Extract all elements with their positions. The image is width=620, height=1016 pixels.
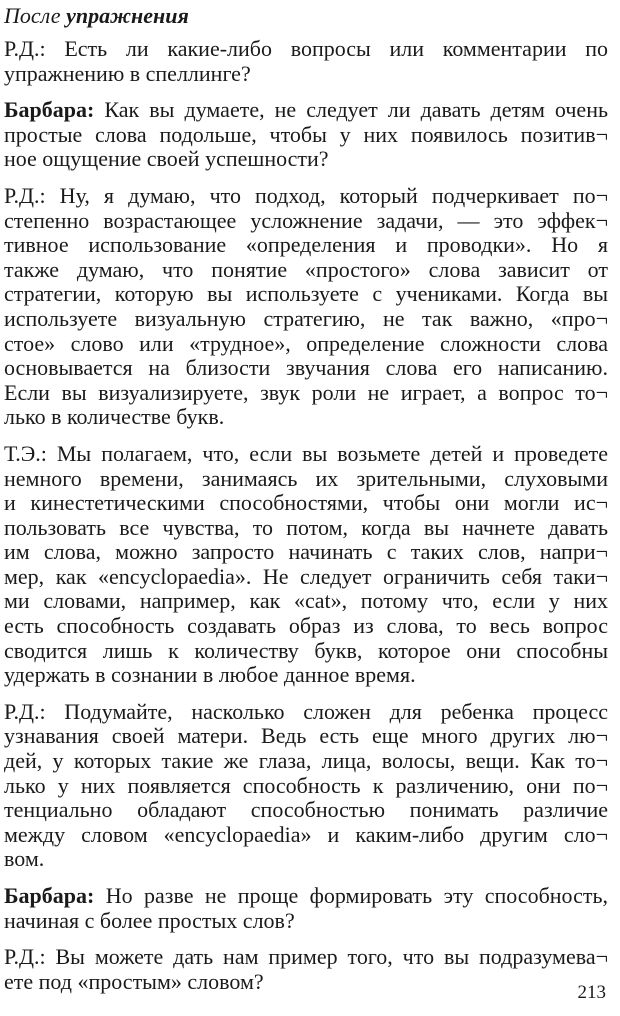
text-line: им слова, можно запросто начинать с таких слов, напри¬ xyxy=(4,539,608,565)
header-prefix: После xyxy=(4,3,61,28)
text-line: степенно возрастающее усложнение задачи, — это эффек¬ xyxy=(4,207,608,233)
text-line xyxy=(4,884,608,909)
line-text: Как вы думаете, не следует ли давать детям очень xyxy=(94,97,608,123)
text-line: используете визуальную стратегию, не так важно, «про¬ xyxy=(4,305,608,331)
page xyxy=(4,0,608,1006)
text-line: тивное использование «определения и проводки». Но я xyxy=(4,232,608,258)
text-line: Р.Д.: Ну, я думаю, что подход, который подчеркивает по¬ xyxy=(4,182,608,208)
text-line: есть способность создавать образ из слова, то весь вопрос xyxy=(4,613,608,639)
paragraph xyxy=(4,37,608,86)
text-line: начиная с более простых слов? xyxy=(4,907,295,933)
text-line: вом. xyxy=(4,846,45,872)
text-line: немного времени, занимаясь их зрительными, слуховыми xyxy=(4,465,608,491)
text-line: и кинестетическими способностями, чтобы они могли ис¬ xyxy=(4,490,608,516)
text-line: также думаю, что понятие «простого» слова зависит от xyxy=(4,256,608,282)
text-line: лько в количестве букв. xyxy=(4,404,225,430)
running-header xyxy=(4,3,608,29)
text-line: дей, у которых такие же глаза, лица, волосы, вещи. Как то¬ xyxy=(4,748,608,774)
text-line: ное ощущение своей успешности? xyxy=(4,146,329,172)
line-text: Но разве не проще формировать эту способность, xyxy=(94,883,608,908)
text-line: ете под «простым» словом? xyxy=(4,968,264,994)
header-title: упражнения xyxy=(66,3,189,28)
speaker-name: Барбара: xyxy=(4,97,95,123)
text-line: Т.Э.: Мы полагаем, что, если вы возьмете детей и проведете xyxy=(4,440,608,466)
text-line: упражнению в спеллинге? xyxy=(4,60,251,86)
text-line: пользовать все чувства, то потом, когда вы начнете давать xyxy=(4,514,608,540)
paragraph xyxy=(4,884,608,933)
paragraph xyxy=(4,945,608,994)
speaker-name: Барбара: xyxy=(4,883,95,908)
text-line: стратегии, которую вы используете с учениками. Когда вы xyxy=(4,281,608,307)
text-line xyxy=(4,98,608,123)
paragraph xyxy=(4,98,608,172)
text-line: сводится лишь к количеству букв, которое они способны xyxy=(4,637,608,663)
text-line: мер, как «encyclopaedia». Не следует ограничить себя таки¬ xyxy=(4,563,608,589)
page-number: 213 xyxy=(577,982,606,1003)
body-text xyxy=(4,37,608,994)
text-line: тенциально обладают способностью понимать различие xyxy=(4,797,608,823)
paragraph xyxy=(4,700,608,872)
text-line: стое» слово или «трудное», определение сложности слова xyxy=(4,330,608,356)
text-line: между словом «encyclopaedia» и каким-либо другим сло¬ xyxy=(4,821,608,847)
text-line: удержать в сознании в любое данное время. xyxy=(4,662,416,688)
paragraph xyxy=(4,442,608,688)
text-line: основывается на близости звучания слова его написанию. xyxy=(4,355,608,381)
text-line: Р.Д.: Вы можете дать нам пример того, что вы подразумева¬ xyxy=(4,944,608,970)
text-line: Р.Д.: Подумайте, насколько сложен для ребенка процесс xyxy=(4,698,608,724)
text-line: ми словами, например, как «cat», потому что, если у них xyxy=(4,588,608,614)
text-line: простые слова подольше, чтобы у них появилось позитив¬ xyxy=(4,121,608,147)
text-line: Р.Д.: Есть ли какие-либо вопросы или комментарии по xyxy=(4,36,608,61)
paragraph xyxy=(4,184,608,430)
text-line: Если вы визуализируете, звук роли не играет, а вопрос то¬ xyxy=(4,379,608,405)
text-line: узнавания своей матери. Ведь есть еще много других лю¬ xyxy=(4,723,608,749)
text-line: лько у них появляется способность к различению, они по¬ xyxy=(4,772,608,798)
